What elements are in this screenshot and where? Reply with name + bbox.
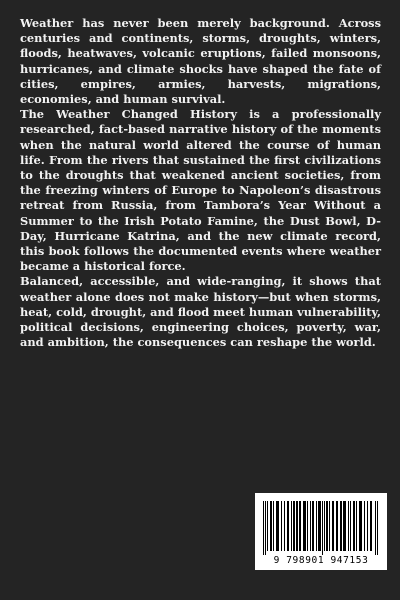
- barcode-bar: [296, 501, 298, 551]
- barcode-bar: [287, 501, 289, 551]
- barcode-bar: [375, 501, 376, 555]
- barcode-bar: [281, 501, 282, 551]
- barcode-bar: [329, 501, 330, 551]
- barcode-bar: [367, 501, 368, 551]
- barcode-bar: [324, 501, 325, 551]
- barcode-bar: [303, 501, 306, 551]
- blurb-paragraph-intro: Weather has never been merely background. Across centuries and continents, storms, droughts, winters, floods, heatwaves, volcanic eruptions, failed monsoons, hurricanes, and climate shocks have shaped the fate of cities, empires, armies, harvests, migrations, economies, and human survival.: [20, 16, 381, 107]
- barcode-bar: [343, 501, 346, 551]
- barcode-bar: [265, 501, 266, 555]
- isbn-barcode: [255, 493, 387, 570]
- barcode-bar: [293, 501, 295, 551]
- barcode-bar: [353, 501, 355, 551]
- barcode-bar: [348, 501, 349, 551]
- barcode-bar: [359, 501, 362, 551]
- barcode-bar: [350, 501, 351, 551]
- barcode-bars: [255, 493, 387, 555]
- barcode-bar: [340, 501, 342, 551]
- isbn-number: 9 798901 947153: [273, 555, 369, 566]
- barcode-bar: [310, 501, 311, 551]
- barcode-bar: [307, 501, 308, 551]
- barcode-bar: [273, 501, 274, 551]
- barcode-bar: [364, 501, 365, 551]
- barcode-bar: [291, 501, 292, 551]
- blurb-paragraph-conclusion: Balanced, accessible, and wide-ranging, it shows that weather alone does not make history—but when storms, heat, cold, drought, and flood meet human vulnerability, political decisions, engineering choices, poverty, war, and ambition, the consequences can reshape the world.: [20, 274, 381, 350]
- barcode-bar: [299, 501, 301, 551]
- barcode-bar: [267, 501, 268, 551]
- barcode-bar: [377, 501, 378, 555]
- barcode-bar: [356, 501, 357, 551]
- barcode-bar: [276, 501, 279, 551]
- barcode-bar: [318, 501, 321, 551]
- barcode-bar: [370, 501, 372, 551]
- barcode-bar: [336, 501, 338, 551]
- barcode-bar: [322, 501, 323, 555]
- back-cover-blurb: [20, 16, 381, 350]
- barcode-bar: [270, 501, 272, 551]
- barcode-bar: [332, 501, 334, 551]
- barcode-bar: [326, 501, 328, 551]
- barcode-bar: [263, 501, 264, 555]
- blurb-paragraph-summary: The Weather Changed History is a professionally researched, fact-based narrative history of the moments when the natural world altered the course of human life. From the rivers that sustained the first civilizations to the droughts that weakened ancient societies, from the freezing winters of Europe to Napoleon’s disastrous retreat from Russia, from Tambora’s Year Without a Summer to the Irish Potato Famine, the Dust Bowl, D-Day, Hurricane Katrina, and the new climate record, this book follows the documented events where weather became a historical force.: [20, 107, 381, 274]
- barcode-bar: [284, 501, 285, 551]
- barcode-bar: [316, 501, 317, 551]
- barcode-bar: [312, 501, 314, 551]
